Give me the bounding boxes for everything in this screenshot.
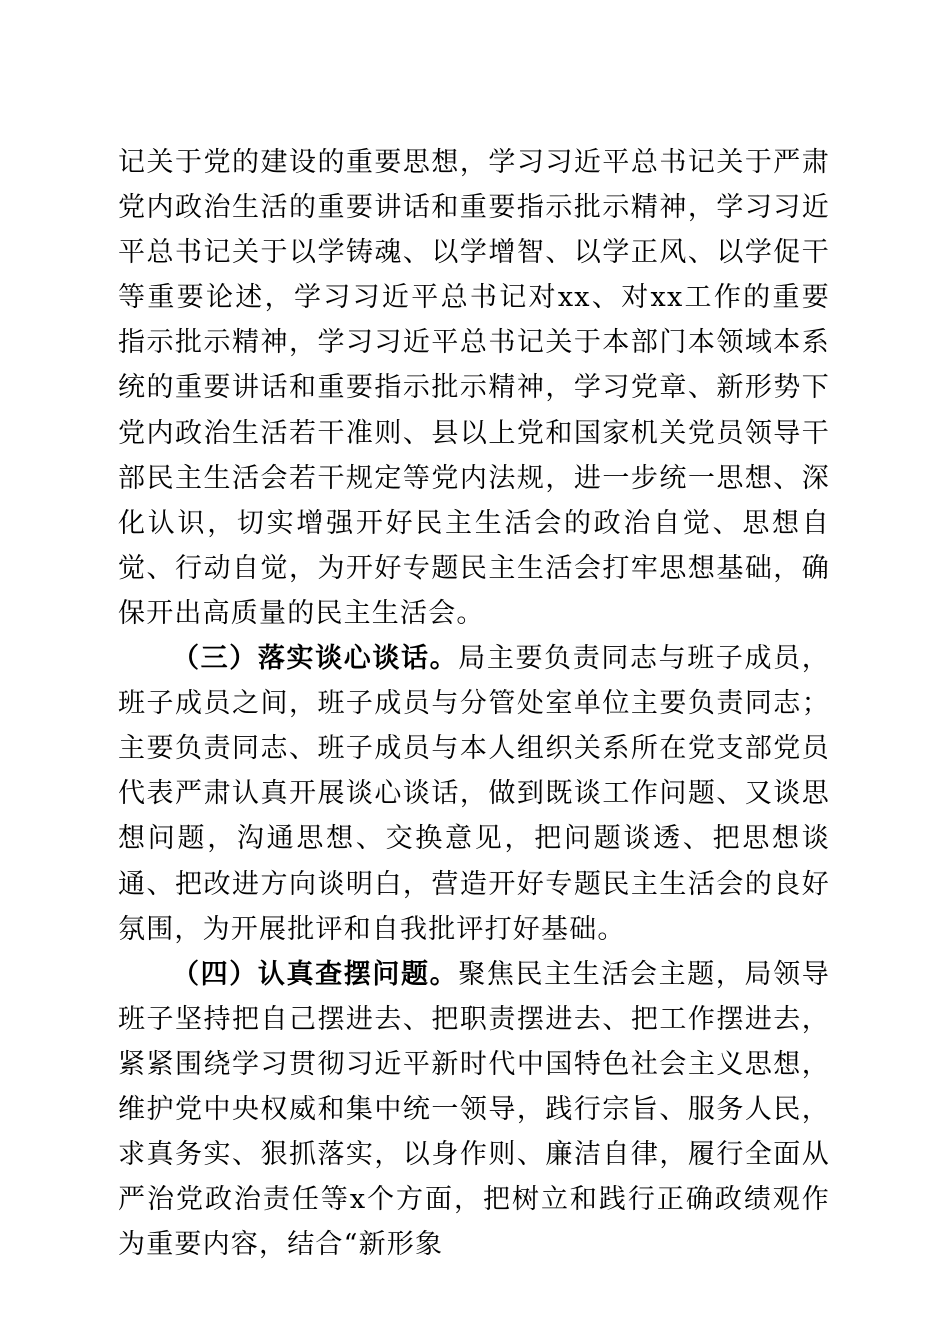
paragraph-text: 记关于党的建设的重要思想，学习习近平总书记关于严肃党内政治生活的重要讲话和重要指示批示精神，学习习近平总书记关于以学铸魂、以学增智、以学正风、以学促干等重要论述，学习习近平总书记对xx、对xx工作的重要指示批示精神，学习习近平总书记关于本部门本领域本系统的重要讲话和重要指示批示精神，学习党章、新形势下党内政治生活若干准则、县以上党和国家机关党员领导干部民主生活会若干规定等党内法规，进一步统一思想、深化认识，切实增强开好民主生活会的政治自觉、思想自觉、行动自觉，为开好专题民主生活会打牢思想基础，确保开出高质量的民主生活会。	[118, 147, 830, 629]
paragraph-identify-problems	[118, 952, 830, 1268]
section-heading-3: （三）落实谈心谈话。	[172, 643, 459, 675]
section-heading-4: （四）认真查摆问题。	[172, 958, 459, 990]
paragraph-heart-to-heart-talks	[118, 636, 830, 952]
paragraph-text: 聚焦民主生活会主题，局领导班子坚持把自己摆进去、把职责摆进去、把工作摆进去，紧紧围绕学习贯彻习近平新时代中国特色社会主义思想，维护党中央权威和集中统一领导，践行宗旨、服务人民，求真务实、狠抓落实，以身作则、廉洁自律，履行全面从严治党政治责任等x个方面，把树立和践行正确政绩观作为重要内容，结合“新形象	[118, 958, 831, 1261]
paragraph-study-content	[118, 140, 830, 636]
paragraph-text: 局主要负责同志与班子成员，班子成员之间，班子成员与分管处室单位主要负责同志；主要负责同志、班子成员与本人组织关系所在党支部党员代表严肃认真开展谈心谈话，做到既谈工作问题、又谈思想问题，沟通思想、交换意见，把问题谈透、把思想谈通、把改进方向谈明白，营造开好专题民主生活会的良好氛围，为开展批评和自我批评打好基础。	[118, 643, 831, 945]
document-page	[118, 140, 830, 1267]
